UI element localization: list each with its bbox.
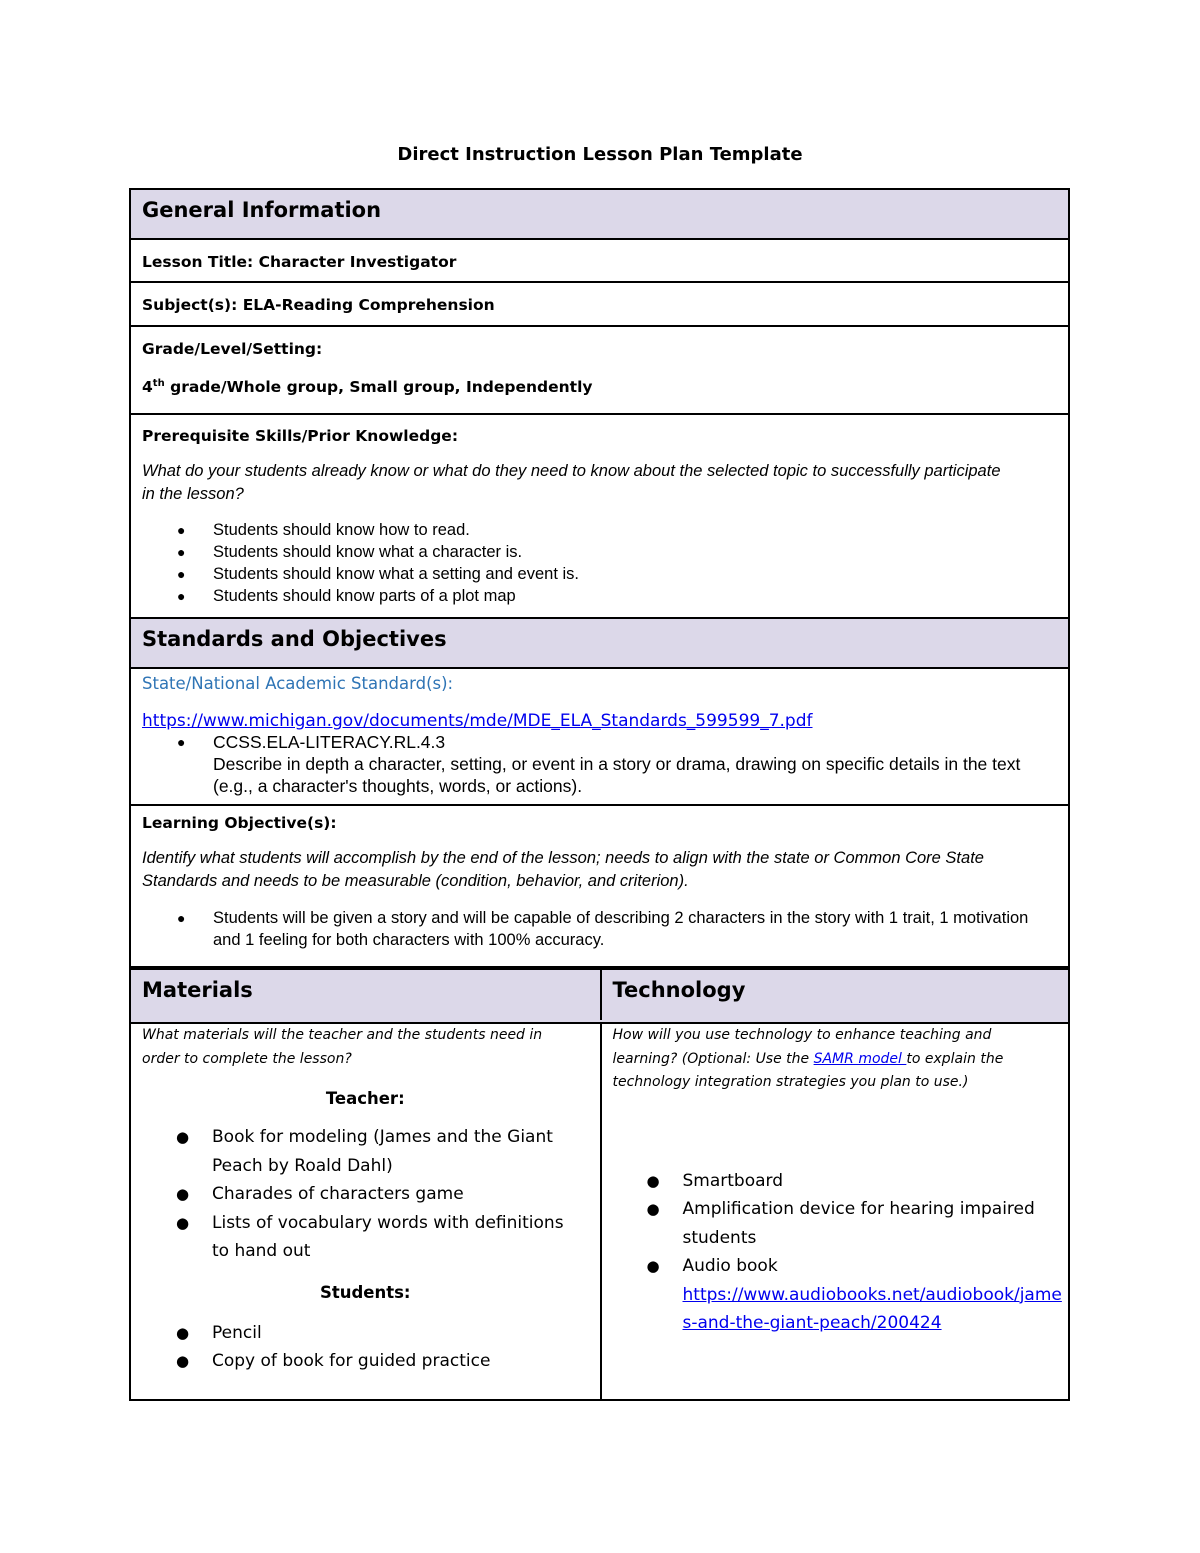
list-item: ● Lists of vocabulary words with definitions to hand out — [142, 1209, 572, 1266]
technology-cell — [600, 1024, 1069, 1401]
standards-heading: Standards and Objectives — [131, 617, 1068, 669]
bullet-icon: ● — [177, 588, 186, 604]
standards-list — [142, 731, 1057, 797]
list-item: ● Students should know what a character is. — [177, 543, 523, 561]
bullet-icon: ● — [646, 1200, 660, 1218]
prereq-row — [131, 415, 1068, 621]
michigan-standards-link[interactable]: https://www.michigan.gov/documents/mde/MDE_ELA_Standards_599599_7.pdf — [142, 711, 813, 731]
prereq-list — [142, 519, 1057, 607]
state-standards-row — [131, 669, 1068, 806]
list-item: ● Students will be given a story and will be capable of describing 2 characters in the story with 1 trait, 1 motivation and 1 feeling for both characters with 100% accuracy. — [177, 909, 1029, 949]
materials-technology-section — [129, 968, 1070, 1401]
students-label: Students: — [319, 1282, 411, 1302]
teacher-list — [142, 1123, 572, 1266]
prereq-label: Prerequisite Skills/Prior Knowledge: — [142, 427, 459, 445]
list-item: ● Students should know how to read. — [177, 521, 470, 539]
objective-prompt: Identify what students will accomplish by the end of the lesson; needs to align with the state or Common Core State Standards and needs to be measurable (condition, behavior, and criterion). — [142, 849, 984, 890]
list-item: ● Audio book https://www.audiobooks.net/audiobook/james-and-the-giant-peach/200424 — [613, 1252, 1063, 1338]
list-item: ● Amplification device for hearing impaired students — [613, 1195, 1063, 1252]
students-list — [142, 1319, 589, 1376]
materials-cell — [131, 1024, 600, 1401]
technology-heading: Technology — [600, 970, 1069, 1020]
general-information-heading: General Information — [131, 190, 1068, 240]
bullet-icon: ● — [177, 734, 186, 750]
grade-label: Grade/Level/Setting: — [142, 340, 323, 358]
grade-value: 4th grade/Whole group, Small group, Independently — [142, 378, 593, 397]
bullet-icon: ● — [177, 910, 186, 926]
lesson-title: Lesson Title: Character Investigator — [142, 253, 457, 271]
technology-list — [613, 1167, 1063, 1338]
bullet-icon: ● — [177, 522, 186, 538]
standards-section — [129, 617, 1070, 968]
page-title: Direct Instruction Lesson Plan Template — [397, 144, 803, 165]
list-item: ● Smartboard — [613, 1167, 1063, 1196]
bullet-icon: ● — [176, 1128, 190, 1146]
prereq-prompt: What do your students already know or what do they need to know about the selected topic to successfully participate in the lesson? — [142, 462, 1001, 503]
general-information-section — [129, 188, 1070, 623]
bullet-icon: ● — [177, 544, 186, 560]
objective-label: Learning Objective(s): — [142, 814, 337, 832]
list-item: ● Students should know parts of a plot map — [177, 587, 516, 605]
technology-prompt: How will you use technology to enhance teaching and learning? (Optional: Use the SAMR model to explain the technology integration strategies you plan to use.) — [612, 1027, 1004, 1090]
materials-heading: Materials — [131, 970, 600, 1020]
samr-model-link[interactable]: SAMR model — [813, 1050, 907, 1067]
bullet-icon: ● — [177, 566, 186, 582]
objectives-row — [131, 806, 1068, 966]
list-item: ● Students should know what a setting and event is. — [177, 565, 579, 583]
teacher-label: Teacher: — [325, 1089, 405, 1108]
list-item: ● Charades of characters game — [142, 1180, 572, 1209]
objective-list — [142, 907, 1057, 951]
list-item: ● Book for modeling (James and the Giant Peach by Roald Dahl) — [142, 1123, 572, 1180]
state-standards-label: State/National Academic Standard(s): — [142, 674, 454, 693]
list-item: ● Pencil — [142, 1319, 589, 1348]
bullet-icon: ● — [646, 1171, 660, 1190]
materials-prompt: What materials will the teacher and the students need in order to complete the lesson? — [142, 1027, 543, 1067]
subjects: Subject(s): ELA-Reading Comprehension — [142, 296, 495, 314]
bullet-icon: ● — [176, 1323, 190, 1342]
list-item: ● Copy of book for guided practice — [142, 1347, 589, 1376]
bullet-icon: ● — [176, 1213, 190, 1232]
bullet-icon: ● — [176, 1352, 190, 1370]
bullet-icon: ● — [176, 1185, 190, 1203]
audiobook-link[interactable]: https://www.audiobooks.net/audiobook/james-and-the-giant-peach/200424 — [682, 1284, 1062, 1333]
grade-row — [131, 327, 1068, 415]
lesson-title-row — [131, 240, 1068, 283]
bullet-icon: ● — [646, 1257, 660, 1275]
list-item: ● CCSS.ELA-LITERACY.RL.4.3 Describe in depth a character, setting, or event in a story or drama, drawing on specific details in the text (e.g., a character's thoughts, words, or actions). — [177, 732, 1021, 796]
subjects-row — [131, 283, 1068, 327]
